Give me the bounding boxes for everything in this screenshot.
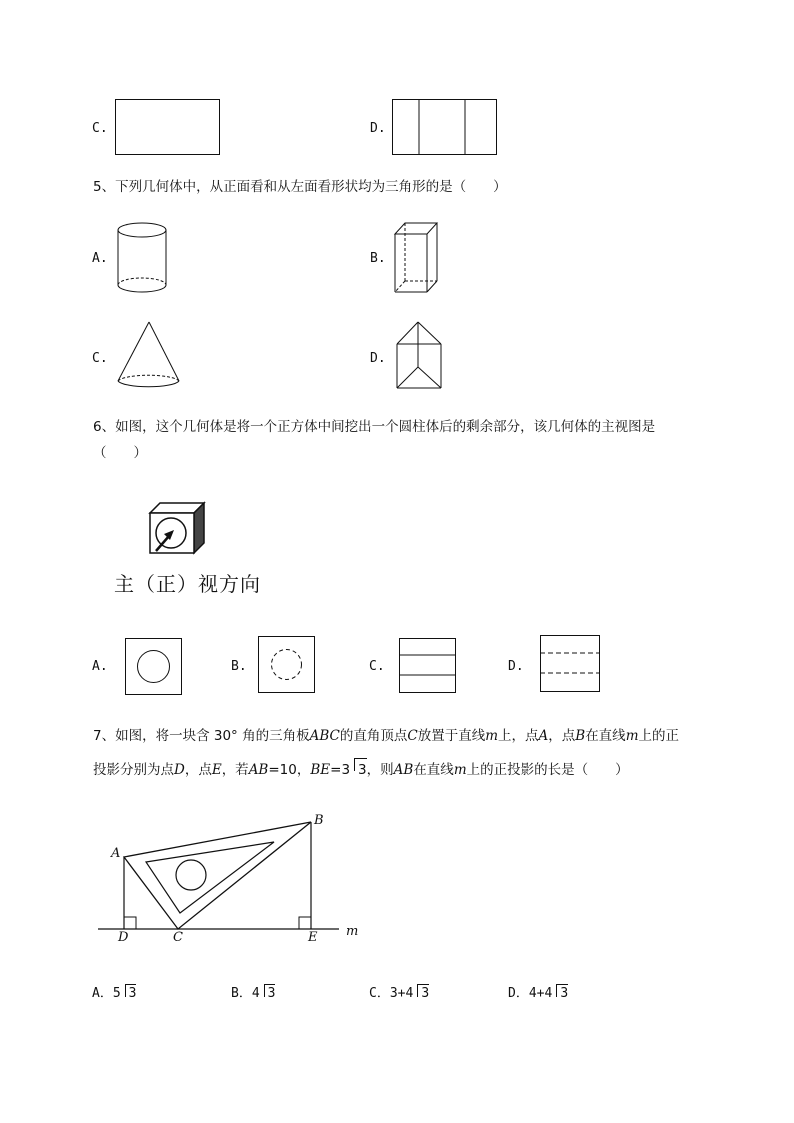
q6-option-b-label: B. [231,659,247,674]
q6-stem: 6、如图，这个几何体是将一个正方体中间挖出一个圆柱体后的剩余部分，该几何体的主视图是 [93,419,656,435]
q4-option-c-figure [115,99,221,156]
cone-figure [117,321,181,391]
q4-option-c-label: C. [92,121,108,136]
front-view-dashed-lines [540,635,601,693]
q5-option-c-label: C. [92,351,108,366]
q6-answer-paren: （ ） [93,445,147,461]
cylinder-figure [117,222,169,296]
q7-stem-line1: 7、如图，将一块含 30° 角的三角板ABC的直角顶点C放置于直线m上，点A，点B在直线m上的正 [93,728,679,744]
sqrt-symbol: 3 [350,760,367,780]
front-view-solid-lines [399,638,457,694]
set-square-figure [96,812,366,952]
point-label-e: E [308,930,318,945]
front-view-solid-circle [125,638,183,696]
rectangular-prism-figure [394,222,440,294]
view-direction-label: 主（正）视方向 [114,572,261,596]
q6-option-c-label: C. [369,659,385,674]
q7-option-a: A．5 3 [92,986,137,1001]
point-label-d: D [118,930,129,945]
front-view-dashed-circle [258,636,316,694]
q7-option-d: D．4+4 3 [508,986,569,1001]
q7-stem-line2: 投影分别为点D，点E，若AB=10，BE=3 3，则AB在直线m上的正投影的长是（ ） [93,762,629,778]
q6-option-d-label: D. [508,659,524,674]
q7-option-c: C．3+4 3 [369,986,430,1001]
q7-option-b: B．4 3 [231,986,276,1001]
q4-option-d-figure [392,99,498,156]
q5-option-b-label: B. [370,251,386,266]
q5-option-a-label: A. [92,251,108,266]
q6-option-a-label: A. [92,659,108,674]
point-label-b: B [314,813,324,828]
q4-option-d-label: D. [370,121,386,136]
hollow-cube-figure [148,501,206,555]
q5-stem: 5、下列几何体中，从正面看和从左面看形状均为三角形的是（ ） [93,179,507,195]
q5-option-d-label: D. [370,351,386,366]
line-label-m: m [346,924,359,939]
point-label-c: C [173,930,183,945]
triangular-prism-figure [396,321,444,391]
point-label-a: A [111,846,121,861]
